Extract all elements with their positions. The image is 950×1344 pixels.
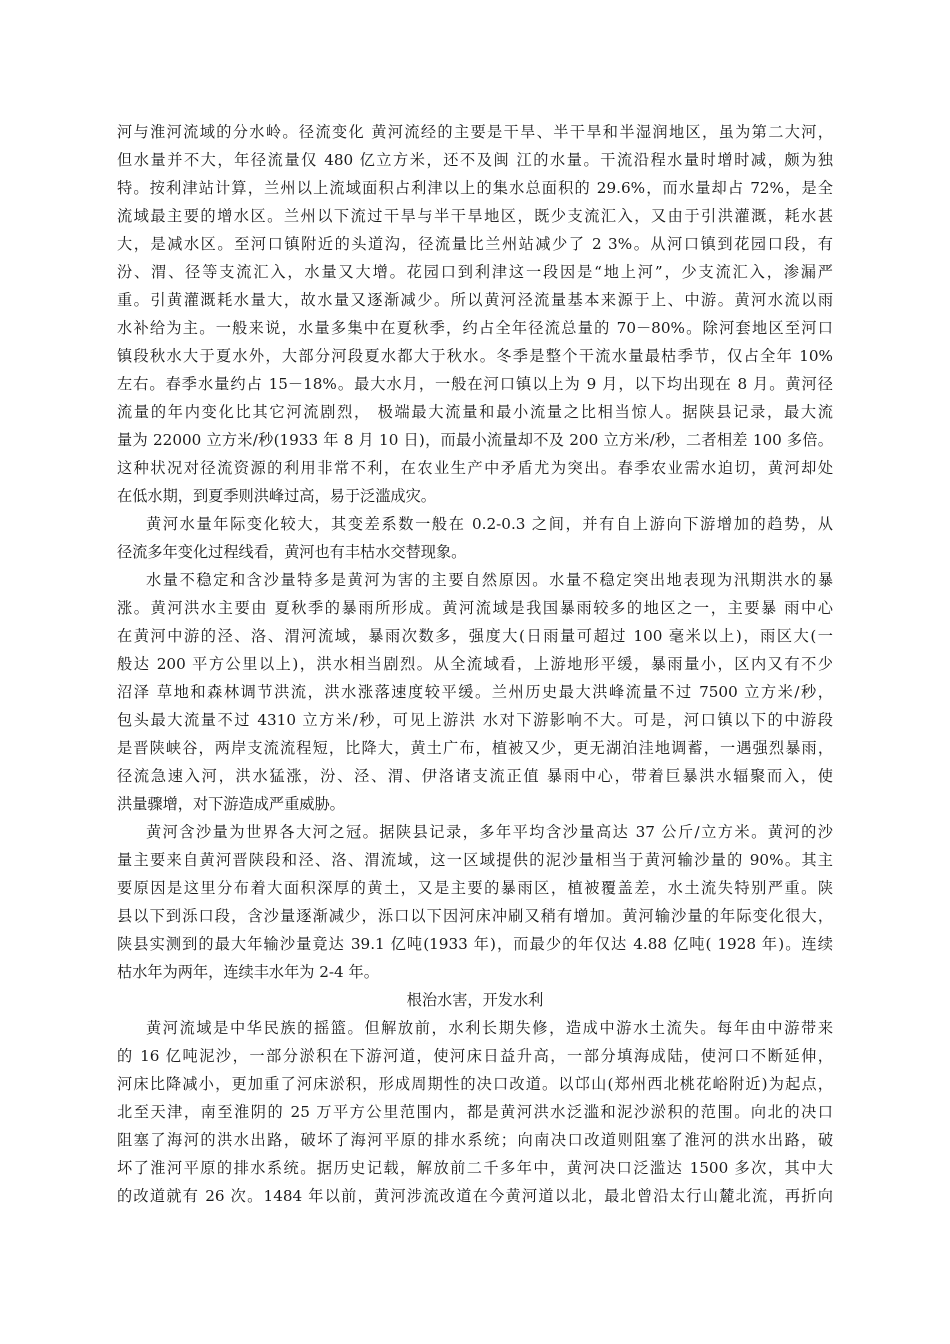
document-body: [117, 118, 833, 1210]
text-line: 河床比降减小，更加重了河床淤积，形成周期性的决口改道。以邙山(郑州西北桃花峪附近)为起点，: [117, 1075, 833, 1093]
text-line: 径流急速入河，洪水猛涨，汾、泾、渭、伊洛诸支流正值 暴雨中心，带着巨暴洪水辐聚而入，使: [117, 767, 833, 785]
text-line: 般达 200 平方公里以上)，洪水相当剧烈。从全流域看，上游地形平缓，暴雨量小，区内又有不少: [117, 655, 833, 673]
section-heading: 根治水害，开发水利: [406, 991, 544, 1009]
text-line: 陕县实测到的最大年输沙量竟达 39.1 亿吨(1933 年)，而最少的年仅达 4.88 亿吨( 1928 年)。连续: [117, 935, 833, 953]
text-line: 县以下到泺口段，含沙量逐渐减少，泺口以下因河床冲刷又稍有增加。黄河输沙量的年际变化很大，: [117, 907, 833, 925]
text-line: 大，是减水区。至河口镇附近的头道沟，径流量比兰州站减少了 2 3%。从河口镇到花园口段，有: [117, 235, 833, 253]
text-line: 坏了淮河平原的排水系统。据历史记载，解放前二千多年中，黄河决口泛滥达 1500 多次，其中大: [117, 1159, 833, 1177]
text-line: 左右。春季水量约占 15－18%。最大水月，一般在河口镇以上为 9 月，以下均出现在 8 月。黄河径: [117, 375, 833, 393]
text-line: 在低水期，到夏季则洪峰过高，易于泛滥成灾。: [117, 487, 436, 505]
text-line: 径流多年变化过程线看，黄河也有丰枯水交替现象。: [117, 543, 467, 561]
text-line: 但水量并不大，年径流量仅 480 亿立方米，还不及闽 江的水量。干流沿程水量时增时减，颇为独: [117, 151, 833, 169]
text-line: 要原因是这里分布着大面积深厚的黄土，又是主要的暴雨区，植被覆盖差，水土流失特别严重。陕: [117, 879, 833, 897]
text-line: 涨。黄河洪水主要由 夏秋季的暴雨所形成。黄河流域是我国暴雨较多的地区之一，主要暴 雨中心: [117, 599, 833, 617]
text-line: 流量的年内变化比其它河流剧烈， 极端最大流量和最小流量之比相当惊人。据陕县记录，最大流: [117, 403, 833, 421]
text-line: 洪量骤增，对下游造成严重威胁。: [117, 795, 345, 813]
text-line: 汾、渭、径等支流汇入，水量又大增。花园口到利津这一段因是“地上河”，少支流汇入，渗漏严: [117, 263, 833, 281]
text-line: 黄河流域是中华民族的摇篮。但解放前，水利长期失修，造成中游水土流失。每年由中游带来: [146, 1019, 833, 1037]
text-line: 镇段秋水大于夏水外，大部分河段夏水都大于秋水。冬季是整个干流水量最枯季节，仅占全年 10%: [117, 347, 833, 365]
text-line: 黄河水量年际变化较大，其变差系数一般在 0.2-0.3 之间，并有自上游向下游增加的趋势，从: [146, 515, 833, 533]
text-line: 黄河含沙量为世界各大河之冠。据陕县记录，多年平均含沙量高达 37 公斤/立方米。黄河的沙: [146, 823, 833, 841]
text-line: 量主要来自黄河晋陕段和泾、洛、渭流域，这一区域提供的泥沙量相当于黄河输沙量的 90%。其主: [117, 851, 833, 869]
text-line: 水补给为主。一般来说，水量多集中在夏秋季，约占全年径流总量的 70－80%。除河套地区至河口: [117, 319, 833, 337]
text-line: 流域最主要的增水区。兰州以下流过干旱与半干旱地区，既少支流汇入，又由于引洪灌溉，耗水甚: [117, 207, 833, 225]
text-line: 重。引黄灌溉耗水量大，故水量又逐渐减少。所以黄河泾流量基本来源于上、中游。黄河水流以雨: [117, 291, 833, 309]
text-line: 这种状况对径流资源的利用非常不利，在农业生产中矛盾尤为突出。春季农业需水迫切，黄河却处: [117, 459, 833, 477]
text-line: 在黄河中游的泾、洛、渭河流域，暴雨次数多，强度大(日雨量可超过 100 毫米以上)，雨区大(一: [117, 627, 833, 645]
text-line: 特。按利津站计算，兰州以上流域面积占利津以上的集水总面积的 29.6%，而水量却占 72%，是全: [117, 179, 833, 197]
text-line: 沼泽 草地和森林调节洪流，洪水涨落速度较平缓。兰州历史最大洪峰流量不过 7500 立方米/秒，: [117, 683, 833, 701]
text-line: 水量不稳定和含沙量特多是黄河为害的主要自然原因。水量不稳定突出地表现为汛期洪水的暴: [146, 571, 833, 589]
text-line: 量为 22000 立方米/秒(1933 年 8 月 10 日)，而最小流量却不及 200 立方米/秒，二者相差 100 多倍。: [117, 431, 833, 449]
text-line: 的改道就有 26 次。1484 年以前，黄河涉流改道在今黄河道以北，最北曾沿太行山麓北流，再折向: [117, 1187, 833, 1205]
text-line: 包头最大流量不过 4310 立方米/秒，可见上游洪 水对下游影响不大。可是，河口镇以下的中游段: [117, 711, 833, 729]
text-line: 阻塞了海河的洪水出路，破坏了海河平原的排水系统；向南决口改道则阻塞了淮河的洪水出路，破: [117, 1131, 833, 1149]
text-line: 的 16 亿吨泥沙，一部分淤积在下游河道，使河床日益升高，一部分填海成陆，使河口不断延伸，: [117, 1047, 833, 1065]
text-line: 北至天津，南至淮阴的 25 万平方公里范围内，都是黄河洪水泛滥和泥沙淤积的范围。向北的决口: [117, 1103, 833, 1121]
text-line: 是晋陕峡谷，两岸支流流程短，比降大，黄土广布，植被又少，更无湖泊洼地调蓄，一遇强烈暴雨，: [117, 739, 833, 757]
text-line: 枯水年为两年，连续丰水年为 2-4 年。: [117, 963, 379, 981]
text-line: 河与淮河流域的分水岭。径流变化 黄河流经的主要是干旱、半干旱和半湿润地区，虽为第二大河，: [117, 123, 833, 141]
